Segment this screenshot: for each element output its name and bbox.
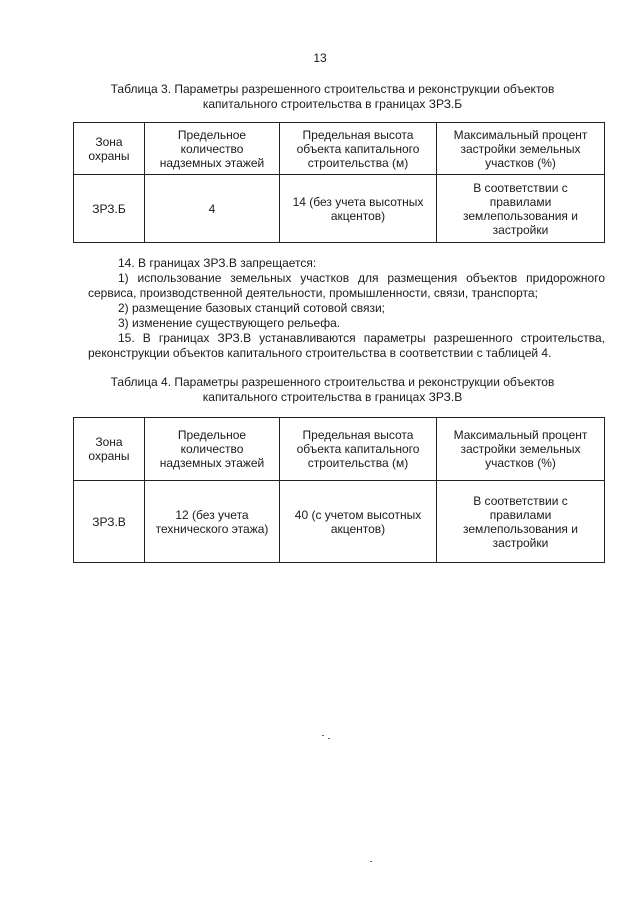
scan-speck: [322, 735, 324, 736]
table4-header-zone: Зона охраны: [74, 418, 145, 481]
page-number: 13: [313, 51, 327, 65]
table3-header-zone: Зона охраны: [74, 123, 145, 175]
table3-header-row: [74, 123, 605, 175]
table4-header-row: [74, 418, 605, 481]
table4-cell-floors: 12 (без учета технического этажа): [145, 481, 280, 563]
table4-header-height: Предельная высота объекта капитального строительства (м): [280, 418, 437, 481]
paragraph-14: 14. В границах ЗРЗ.В запрещается:: [118, 256, 317, 270]
paragraph-15: 15. В границах ЗРЗ.В устанавливаются параметры разрешенного строительства, реконструкции объектов капитального строительства в соответствии с таблицей 4.: [88, 331, 605, 360]
paragraph-14-item2: 2) размещение базовых станций сотовой связи;: [118, 301, 385, 315]
table4-caption-line2: капитального строительства в границах ЗРЗ.В: [202, 390, 463, 404]
table3-header-percent: Максимальный процент застройки земельных участков (%): [437, 123, 605, 175]
table4-header-percent: Максимальный процент застройки земельных участков (%): [437, 418, 605, 481]
table3-caption-line2: капитального строительства в границах ЗРЗ.Б: [202, 97, 463, 111]
scan-speck: [370, 861, 372, 862]
table-row: [74, 175, 605, 243]
scan-speck: [328, 738, 330, 739]
paragraph-14-item3: 3) изменение существующего рельефа.: [118, 316, 341, 330]
table3-cell-zone: ЗРЗ.Б: [74, 175, 145, 243]
table4-cell-height: 40 (с учетом высотных акцентов): [280, 481, 437, 563]
table-row: [74, 481, 605, 563]
table3: [73, 122, 605, 243]
body-text: [88, 256, 605, 361]
table3-caption: [60, 82, 605, 112]
table4-cell-percent: В соответствии с правилами землепользования и застройки: [437, 481, 605, 563]
table4-caption: [60, 375, 605, 405]
paragraph-14-item1: 1) использование земельных участков для размещения объектов придорожного сервиса, производственной деятельности, промышленности, связи, транспорта;: [88, 271, 605, 300]
table3-cell-height: 14 (без учета высотных акцентов): [280, 175, 437, 243]
table4-header-floors: Предельное количество надземных этажей: [145, 418, 280, 481]
table3-header-height: Предельная высота объекта капитального строительства (м): [280, 123, 437, 175]
table3-cell-percent: В соответствии с правилами землепользования и застройки: [437, 175, 605, 243]
table3-cell-floors: 4: [145, 175, 280, 243]
table4: [73, 417, 605, 563]
table3-caption-line1: Таблица 3. Параметры разрешенного строительства и реконструкции объектов: [110, 82, 555, 96]
table4-cell-zone: ЗРЗ.В: [74, 481, 145, 563]
table3-header-floors: Предельное количество надземных этажей: [145, 123, 280, 175]
table4-caption-line1: Таблица 4. Параметры разрешенного строительства и реконструкции объектов: [110, 375, 555, 389]
